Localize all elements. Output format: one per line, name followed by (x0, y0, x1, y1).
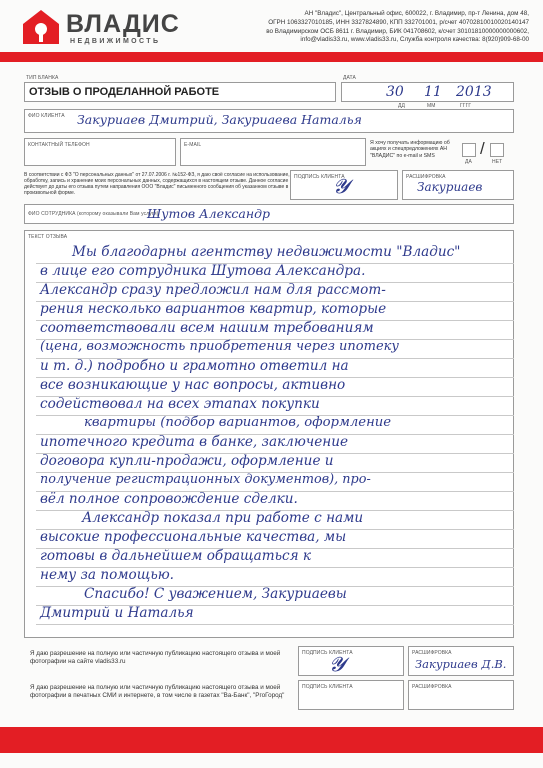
review-line: получение регистрационных документов), про- (40, 472, 371, 487)
consent-yes-checkbox[interactable] (462, 143, 476, 157)
permission-website-signature-label: ПОДПИСЬ КЛИЕНТА (302, 650, 353, 656)
employee-field[interactable] (24, 204, 514, 224)
review-line: Дмитрий и Наталья (40, 605, 194, 621)
consent-yes-label: ДА (465, 159, 472, 165)
permission-website-decode-label: РАСШИФРОВКА (412, 650, 452, 656)
employee-name-value: Шутов Александр (147, 206, 271, 221)
review-line: договора купли-продажи, оформление и (40, 453, 334, 469)
review-line: высокие профессиональные качества, мы (40, 529, 347, 545)
company-info-line: во Владимирском ОСБ 8611 г. Владимир, БИК 041708602, к/счет 30101810000000000602, (266, 27, 529, 35)
permission-website-decode-value: Закуриаев Д.В. (415, 657, 507, 671)
date-day-value: 30 (386, 84, 404, 100)
email-label: E-MAIL (184, 142, 202, 148)
footer-red-band (0, 727, 543, 753)
review-line: и т. д.) подробно и грамотно ответил на (40, 358, 349, 374)
review-line: Александр сразу предложил нам для рассмот- (40, 282, 386, 298)
review-line: (цена, возможность приобретения через ипотеку (40, 339, 399, 354)
review-line: рения несколько вариантов квартир, которые (40, 301, 387, 317)
permission-press-decode[interactable] (408, 680, 514, 710)
company-info-line: АН "Владис", Центральный офис, 600022, г. Владимир, пр-т Ленина, дом 48, (304, 10, 529, 17)
permission-press-signature-label: ПОДПИСЬ КЛИЕНТА (302, 684, 353, 690)
consent-no-label: НЕТ (492, 159, 503, 165)
date-month-value: 11 (424, 84, 442, 100)
client-name-label: ФИО КЛИЕНТА (28, 113, 65, 119)
client-signature-label: ПОДПИСЬ КЛИЕНТА (294, 174, 345, 180)
consent-no-checkbox[interactable] (490, 143, 504, 157)
review-line: Спасибо! С уважением, Закуриаевы (84, 586, 347, 602)
form-type-box (24, 82, 336, 102)
review-line: квартиры (подбор вариантов, оформление (84, 415, 392, 430)
client-name-field[interactable] (24, 109, 514, 133)
review-label: ТЕКСТ ОТЗЫВА (28, 234, 68, 240)
company-info-line: info@vladis33.ru, www.vladis33.ru, Служба контроля качества: 8(920)909-68-00 (300, 36, 529, 44)
brand-name: ВЛАДИС (66, 10, 180, 38)
header-red-band (0, 52, 543, 62)
company-info (231, 10, 529, 45)
legal-consent-text: В соответствии с ФЗ "О персональных данных" от 27.07.2006 г. №152-ФЗ, я даю своё согласие на использование, обработку, запись и хранение моих персональных данных, содержащихся в настоящем отзыве. Данное согласие действует до даты его отзыва путем направления ООО "Владис" письменного сообщения об указанном отзыве в произвольной форме. (24, 172, 290, 197)
client-signature-mark: 𝓨 (333, 174, 349, 198)
decode-value: Закуриаев (417, 180, 483, 194)
permission-website-text: Я даю разрешение на полную или частичную публикацию настоящего отзыва и моей фотографии на сайте vladis33.ru (30, 650, 281, 665)
review-line: соответствовали всем нашим требованиям (40, 320, 374, 336)
date-label: ДАТА (343, 75, 356, 81)
date-day-label: ДД (398, 103, 405, 109)
date-box (341, 82, 514, 102)
client-name-value: Закуриаев Дмитрий, Закуриаева Наталья (77, 112, 362, 127)
review-line: готовы в дальнейшем обращаться к (40, 548, 312, 564)
phone-field[interactable] (24, 138, 176, 166)
form-type-label: ТИП БЛАНКА (26, 75, 59, 81)
review-line: содействовал на всех этапах покупки (40, 396, 320, 412)
permission-website-decode[interactable] (408, 646, 514, 676)
email-field[interactable] (180, 138, 366, 166)
review-line: Мы благодарны агентству недвижимости "Владис" (72, 244, 461, 260)
permission-website-signature[interactable] (298, 646, 404, 676)
phone-label: КОНТАКТНЫЙ ТЕЛЕФОН (28, 142, 90, 148)
review-line: нему за помощью. (40, 567, 175, 583)
review-line: в лице его сотрудника Шутова Александра. (40, 263, 366, 279)
permission-press-text: Я даю разрешение на полную или частичную публикацию настоящего отзыва и моей фотографии в печатных СМИ и интернете, в том числе в газетах "Ва-Банк", "РгоГород" (30, 684, 285, 699)
date-year-value: 2013 (456, 84, 492, 100)
decode-field[interactable] (402, 170, 514, 200)
client-signature-mark: 𝓨 (329, 652, 345, 676)
permission-press-signature[interactable] (298, 680, 404, 710)
company-info-line: ОГРН 1063327010185, ИНН 3327824890, КПП 332701001, р/счет 40702810010020140147 (268, 18, 529, 26)
form-type-value: ОТЗЫВ О ПРОДЕЛАННОЙ РАБОТЕ (29, 86, 220, 98)
review-line: вёл полное сопровождение сделки. (40, 491, 298, 507)
permission-press-decode-label: РАСШИФРОВКА (412, 684, 452, 690)
review-line: ипотечного кредита в банке, заключение (40, 434, 349, 450)
brand-tagline: НЕДВИЖИМОСТЬ (70, 38, 161, 45)
review-line: Александр показал при работе с нами (82, 510, 364, 526)
slash-separator: / (480, 139, 485, 158)
client-signature-field[interactable] (290, 170, 398, 200)
date-month-label: ММ (427, 103, 436, 109)
logo-mark-icon (22, 9, 60, 45)
employee-label: ФИО СОТРУДНИКА (которому оказывали Вам услуги) (28, 211, 159, 217)
decode-label: РАСШИФРОВКА (406, 174, 446, 180)
consent-info-text: Я хочу получать информацию об акциях и спецпредложениях АН "ВЛАДИС" по e-mail и SMS (370, 140, 450, 159)
date-year-label: ГГГГ (460, 103, 472, 109)
ruled-line (36, 624, 514, 625)
review-line: все возникающие у нас вопросы, активно (40, 377, 346, 393)
